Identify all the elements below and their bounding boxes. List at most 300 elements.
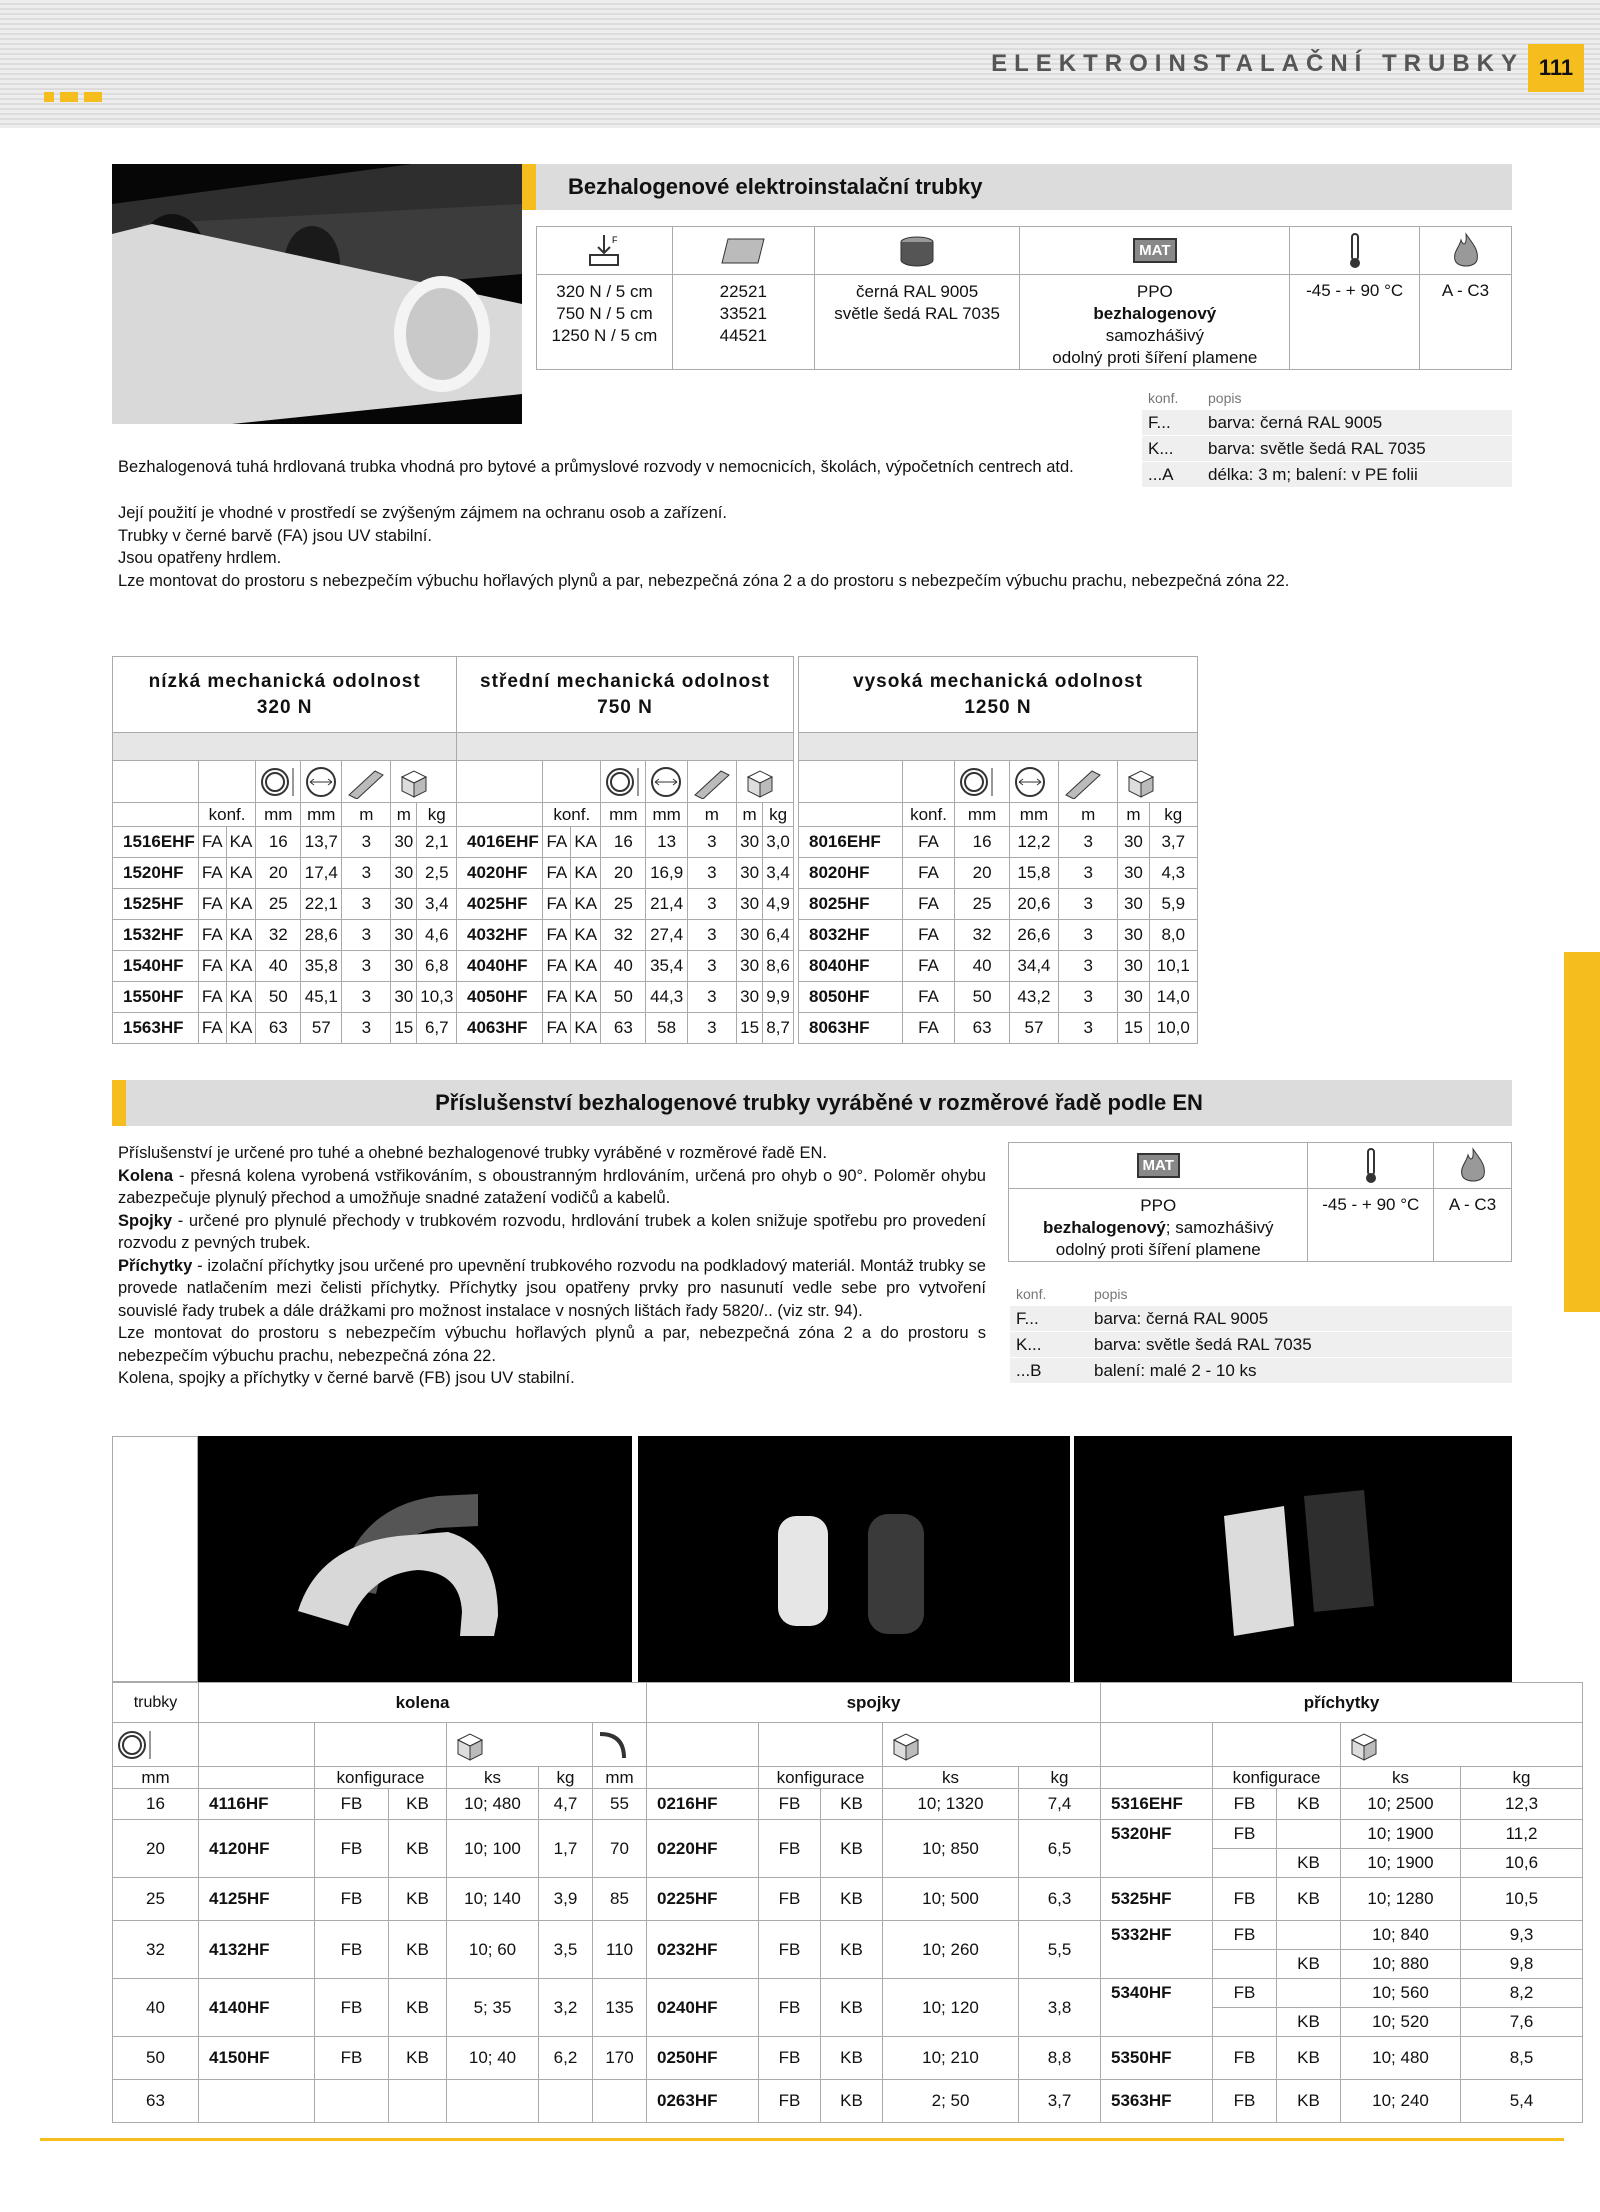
accessory-table-grid xyxy=(112,1682,1583,2123)
page-number: 111 xyxy=(1528,44,1584,92)
table-cell: 3 xyxy=(342,951,391,982)
table-cell: 30 xyxy=(391,827,417,858)
table-cell: 15 xyxy=(737,1013,763,1044)
table-cell: mm xyxy=(1009,803,1058,827)
table-cell: 45,1 xyxy=(301,982,342,1013)
table-cell: 16 xyxy=(955,827,1009,858)
table-cell: 135 xyxy=(593,1979,647,2037)
table-cell: FA xyxy=(543,982,571,1013)
table-cell: 3,4 xyxy=(763,858,794,889)
table-cell: 3 xyxy=(687,982,736,1013)
table-cell: 10; 260 xyxy=(883,1921,1019,1979)
table-cell: 6,5 xyxy=(1019,1820,1101,1878)
table-cell xyxy=(199,2080,315,2123)
table-cell: m xyxy=(1118,803,1149,827)
table-cell: 55 xyxy=(593,1789,647,1820)
table-cell: 4020HF xyxy=(457,858,543,889)
table-cell: KB xyxy=(389,1789,447,1820)
table-cell: 10; 2500 xyxy=(1341,1789,1461,1820)
table-cell: 10,1 xyxy=(1149,951,1197,982)
table-cell: 30 xyxy=(391,858,417,889)
table-band xyxy=(799,733,1198,761)
table-cell: konf. xyxy=(198,803,255,827)
table-cell: FA xyxy=(198,827,226,858)
table-cell: 30 xyxy=(737,889,763,920)
table-row xyxy=(457,858,794,889)
table-cell: 3,0 xyxy=(763,827,794,858)
table-cell: 10; 60 xyxy=(447,1921,539,1979)
table-cell: 10; 40 xyxy=(447,2037,539,2080)
table-cell: 0216HF xyxy=(647,1789,759,1820)
table-cell: KA xyxy=(226,827,256,858)
table-cell: 5316EHF xyxy=(1101,1789,1213,1820)
section-heading: Příslušenství bezhalogenové trubky vyráběné v rozměrové řadě podle EN xyxy=(435,1090,1203,1115)
table-cell: 3,9 xyxy=(539,1878,593,1921)
pipe-table-1 xyxy=(112,656,457,1044)
table-cell: 10; 100 xyxy=(447,1820,539,1878)
table-cell: 10; 120 xyxy=(883,1979,1019,2037)
table-cell: 6,8 xyxy=(417,951,457,982)
table-cell: ks xyxy=(1341,1767,1461,1789)
table-cell: KB xyxy=(1277,1878,1341,1921)
table-cell: mm xyxy=(955,803,1009,827)
table-cell: 9,9 xyxy=(763,982,794,1013)
table-cell: 7,6 xyxy=(1461,2008,1583,2037)
table-cell: KB xyxy=(821,2080,883,2123)
table-cell xyxy=(902,761,955,803)
table-row xyxy=(113,2037,1583,2080)
table-cell: 3 xyxy=(1059,827,1118,858)
table-cell xyxy=(1213,1723,1341,1767)
accessory-table xyxy=(112,1682,1539,2123)
table-cell: KB xyxy=(821,1789,883,1820)
label-icon xyxy=(672,227,814,275)
table-cell: 8,0 xyxy=(1149,920,1197,951)
table-cell: KB xyxy=(389,1979,447,2037)
table-cell: 3 xyxy=(687,951,736,982)
table-cell: konfigurace xyxy=(1213,1767,1341,1789)
table-cell: KB xyxy=(1277,2080,1341,2123)
table-cell: 4,3 xyxy=(1149,858,1197,889)
header-dash xyxy=(44,92,54,102)
table-cell: 1563HF xyxy=(113,1013,199,1044)
table-cell: 4116HF xyxy=(199,1789,315,1820)
table-cell: FA xyxy=(543,889,571,920)
table-cell: 10; 1900 xyxy=(1341,1849,1461,1878)
table-row xyxy=(799,951,1198,982)
table-cell: 4,6 xyxy=(417,920,457,951)
table-row xyxy=(113,1820,1583,1849)
table-cell: 3 xyxy=(1059,889,1118,920)
table-band xyxy=(457,733,794,761)
table-cell: FB xyxy=(1213,1979,1277,2008)
table-cell: 8040HF xyxy=(799,951,903,982)
package-icon xyxy=(391,761,457,803)
table-cell: 8,6 xyxy=(763,951,794,982)
table-cell xyxy=(1101,1767,1213,1789)
table-cell: 20 xyxy=(601,858,646,889)
table-cell xyxy=(199,1767,315,1789)
table-cell: FA xyxy=(902,982,955,1013)
header-dash xyxy=(60,92,78,102)
table-cell xyxy=(1213,2008,1277,2037)
color-icon xyxy=(814,227,1020,275)
table-cell xyxy=(315,2080,389,2123)
table-cell: 40 xyxy=(256,951,301,982)
table-cell: 6,7 xyxy=(417,1013,457,1044)
description-p1: Bezhalogenová tuhá hrdlovaná trubka vhodná pro bytové a průmyslové rozvody v nemocnicích, školách, výpočetních centrech atd. xyxy=(118,458,1074,476)
table-cell: 3 xyxy=(687,1013,736,1044)
table-cell: KA xyxy=(571,982,601,1013)
table-cell: FB xyxy=(1213,1921,1277,1950)
table-cell: mm xyxy=(601,803,646,827)
table-cell xyxy=(1213,1849,1277,1878)
table-cell xyxy=(198,761,255,803)
table-cell: 40 xyxy=(955,951,1009,982)
table-cell: 10; 840 xyxy=(1341,1921,1461,1950)
table-cell: 85 xyxy=(593,1878,647,1921)
table-cell: kg xyxy=(539,1767,593,1789)
table-cell: konf. xyxy=(902,803,955,827)
table-cell: 10; 240 xyxy=(1341,2080,1461,2123)
table-cell: FB xyxy=(315,1789,389,1820)
table-cell: konf. xyxy=(543,803,601,827)
table-cell: m xyxy=(687,803,736,827)
inner-diameter-icon xyxy=(646,761,687,803)
table-cell: 10; 1900 xyxy=(1341,1820,1461,1849)
table-cell: 2,5 xyxy=(417,858,457,889)
table-cell: 6,2 xyxy=(539,2037,593,2080)
accessory-spec-table xyxy=(1008,1142,1512,1262)
section-header-2 xyxy=(112,1080,1512,1126)
fire-class-value: A - C3 xyxy=(1420,275,1512,370)
table-cell: 15,8 xyxy=(1009,858,1058,889)
table-cell xyxy=(543,761,601,803)
table-cell: FA xyxy=(902,827,955,858)
package-icon xyxy=(1341,1723,1583,1767)
table-cell: 5,4 xyxy=(1461,2080,1583,2123)
table-cell: 5340HF xyxy=(1101,1979,1213,2008)
table-cell: 3 xyxy=(687,889,736,920)
table-cell: KB xyxy=(1277,1849,1341,1878)
table-cell: 35,8 xyxy=(301,951,342,982)
table-cell: 5,5 xyxy=(1019,1921,1101,1979)
table-cell: 3 xyxy=(342,889,391,920)
table-cell: 57 xyxy=(1009,1013,1058,1044)
table-cell: kg xyxy=(417,803,457,827)
table-cell: kg xyxy=(763,803,794,827)
svg-text:F: F xyxy=(612,234,618,245)
table-cell: KA xyxy=(226,858,256,889)
table-cell: 20,6 xyxy=(1009,889,1058,920)
table-cell: 8,5 xyxy=(1461,2037,1583,2080)
table-cell: 10,0 xyxy=(1149,1013,1197,1044)
table-cell: 20 xyxy=(955,858,1009,889)
table-cell: KB xyxy=(389,2037,447,2080)
table-cell: 4125HF xyxy=(199,1878,315,1921)
sidebar-accent xyxy=(1564,952,1600,1312)
clip-photo xyxy=(1074,1436,1512,1682)
table-cell: 4120HF xyxy=(199,1820,315,1878)
konf-row: ...B balení: malé 2 - 10 ks xyxy=(1010,1358,1512,1383)
table-cell: 21,4 xyxy=(646,889,687,920)
table-cell: FB xyxy=(315,1878,389,1921)
table-cell: FB xyxy=(759,1820,821,1878)
table-cell: FA xyxy=(198,1013,226,1044)
table-cell: FA xyxy=(902,858,955,889)
table-cell xyxy=(315,1723,447,1767)
table-row xyxy=(113,858,457,889)
table-cell: m xyxy=(1059,803,1118,827)
table-cell: 10; 480 xyxy=(1341,2037,1461,2080)
table-cell: 15 xyxy=(391,1013,417,1044)
table-cell xyxy=(457,803,543,827)
table-cell: FB xyxy=(759,1878,821,1921)
table-cell: m xyxy=(737,803,763,827)
table-cell: 170 xyxy=(593,2037,647,2080)
table-cell xyxy=(1277,1820,1341,1849)
table-cell: 0250HF xyxy=(647,2037,759,2080)
table-band xyxy=(113,733,457,761)
table-cell: 35,4 xyxy=(646,951,687,982)
table-cell: 3 xyxy=(342,982,391,1013)
force-values: 320 N / 5 cm 750 N / 5 cm 1250 N / 5 cm xyxy=(537,275,673,370)
table-cell xyxy=(1277,1921,1341,1950)
table-cell: KB xyxy=(389,1878,447,1921)
table-cell: 30 xyxy=(391,982,417,1013)
table-row xyxy=(799,889,1198,920)
table-cell: FB xyxy=(315,1921,389,1979)
coupling-photo xyxy=(638,1436,1070,1682)
table-cell: 10; 480 xyxy=(447,1789,539,1820)
spec-table xyxy=(536,226,1512,370)
table-cell: 3,4 xyxy=(417,889,457,920)
table-cell: 13 xyxy=(646,827,687,858)
table-cell: 16 xyxy=(113,1789,199,1820)
table-cell: FB xyxy=(759,2080,821,2123)
table-cell: KA xyxy=(571,951,601,982)
table-cell: 25 xyxy=(113,1878,199,1921)
table-cell: 5363HF xyxy=(1101,2080,1213,2123)
length-icon xyxy=(687,761,736,803)
table-cell xyxy=(647,1723,759,1767)
table-cell: KA xyxy=(571,920,601,951)
table-row xyxy=(457,951,794,982)
table-cell: 27,4 xyxy=(646,920,687,951)
table-cell: 58 xyxy=(646,1013,687,1044)
table-cell: 8,2 xyxy=(1461,1979,1583,2008)
table-cell: FA xyxy=(902,1013,955,1044)
table-cell: 30 xyxy=(1118,920,1149,951)
table-cell xyxy=(647,1767,759,1789)
photo-spacer xyxy=(112,1436,198,1682)
table-cell: 10; 1280 xyxy=(1341,1878,1461,1921)
diameter-icon xyxy=(113,1723,199,1767)
table-cell: 9,8 xyxy=(1461,1950,1583,1979)
table-cell: 10,3 xyxy=(417,982,457,1013)
table-cell: FA xyxy=(543,920,571,951)
table-cell: 3,8 xyxy=(1019,1979,1101,2037)
table-row xyxy=(457,1013,794,1044)
table-cell: 28,6 xyxy=(301,920,342,951)
table-cell: 1,7 xyxy=(539,1820,593,1878)
diameter-icon xyxy=(601,761,646,803)
package-icon xyxy=(1118,761,1198,803)
table-cell: 4025HF xyxy=(457,889,543,920)
table-cell xyxy=(1213,1950,1277,1979)
table-cell xyxy=(1101,1849,1213,1878)
table-row xyxy=(799,920,1198,951)
table-cell: 10; 210 xyxy=(883,2037,1019,2080)
table-cell: 3 xyxy=(342,827,391,858)
package-icon xyxy=(737,761,794,803)
table-cell: 0263HF xyxy=(647,2080,759,2123)
diameter-icon xyxy=(955,761,1009,803)
table-cell: 30 xyxy=(737,920,763,951)
table-cell: 25 xyxy=(955,889,1009,920)
elbow-photo xyxy=(198,1436,632,1682)
temperature-value: -45 - + 90 °C xyxy=(1308,1189,1434,1262)
table-row xyxy=(113,1013,457,1044)
tubes-photo xyxy=(112,164,522,424)
table-cell: KB xyxy=(1277,1950,1341,1979)
table-cell: kg xyxy=(1149,803,1197,827)
table-cell: 50 xyxy=(113,2037,199,2080)
diameter-icon xyxy=(256,761,301,803)
table-cell: 4,9 xyxy=(763,889,794,920)
table-cell: 3 xyxy=(1059,1013,1118,1044)
table-cell: 63 xyxy=(113,2080,199,2123)
table-cell: kolena xyxy=(199,1683,647,1723)
table-cell: 10; 560 xyxy=(1341,1979,1461,2008)
pipe-table-3 xyxy=(798,656,1198,1044)
table-cell: 7,4 xyxy=(1019,1789,1101,1820)
table-cell: 4032HF xyxy=(457,920,543,951)
table-cell: 3 xyxy=(342,858,391,889)
table-cell: 4,7 xyxy=(539,1789,593,1820)
table-cell xyxy=(1101,1950,1213,1979)
section-heading: Bezhalogenové elektroinstalační trubky xyxy=(568,174,983,199)
table-cell: 10; 880 xyxy=(1341,1950,1461,1979)
table-cell: FB xyxy=(315,1979,389,2037)
table-cell: KA xyxy=(571,858,601,889)
table-cell: KA xyxy=(226,951,256,982)
table-cell: 3,7 xyxy=(1019,2080,1101,2123)
table-row xyxy=(457,982,794,1013)
table-cell: 16 xyxy=(256,827,301,858)
table-row xyxy=(113,982,457,1013)
inner-diameter-icon xyxy=(301,761,342,803)
table-cell: 5320HF xyxy=(1101,1820,1213,1849)
table-cell: 1550HF xyxy=(113,982,199,1013)
table-cell: mm xyxy=(113,1767,199,1789)
table-cell: 43,2 xyxy=(1009,982,1058,1013)
table-cell: 57 xyxy=(301,1013,342,1044)
table-cell: 44,3 xyxy=(646,982,687,1013)
table-cell: 40 xyxy=(601,951,646,982)
table-cell: 8050HF xyxy=(799,982,903,1013)
table-cell: 26,6 xyxy=(1009,920,1058,951)
code-values: 22521 33521 44521 xyxy=(672,275,814,370)
table-cell: FA xyxy=(543,1013,571,1044)
table-cell: 10; 140 xyxy=(447,1878,539,1921)
table-cell: KA xyxy=(226,1013,256,1044)
table-cell: KA xyxy=(226,889,256,920)
table-row xyxy=(457,827,794,858)
table-cell: 3,2 xyxy=(539,1979,593,2037)
table-cell: FB xyxy=(315,2037,389,2080)
accessory-konf-legend: konf. popis F... barva: černá RAL 9005 K... barva: světle šedá RAL 7035 ...B balení: malé 2 - 10 ks xyxy=(1010,1286,1512,1384)
konf-row: K... barva: světle šedá RAL 7035 xyxy=(1010,1332,1512,1357)
table-cell: 70 xyxy=(593,1820,647,1878)
table-cell: 3,7 xyxy=(1149,827,1197,858)
table-cell: 4016EHF xyxy=(457,827,543,858)
table-cell: FB xyxy=(1213,1878,1277,1921)
table-cell xyxy=(113,803,199,827)
table-cell: FB xyxy=(1213,2080,1277,2123)
flame-icon xyxy=(1420,227,1512,275)
table-cell: FA xyxy=(198,858,226,889)
table-cell: kg xyxy=(1461,1767,1583,1789)
table-cell: FA xyxy=(902,889,955,920)
table-cell: 3 xyxy=(687,827,736,858)
section-header-1 xyxy=(522,164,1512,210)
table-cell: 4150HF xyxy=(199,2037,315,2080)
konf-row: ...A délka: 3 m; balení: v PE folii xyxy=(1142,462,1512,487)
table-cell xyxy=(1101,2008,1213,2037)
table-cell: 10; 1320 xyxy=(883,1789,1019,1820)
table-cell xyxy=(799,803,903,827)
table-cell: 1520HF xyxy=(113,858,199,889)
table-cell: 32 xyxy=(256,920,301,951)
table-cell: 4050HF xyxy=(457,982,543,1013)
table-cell: 10; 520 xyxy=(1341,2008,1461,2037)
table-cell xyxy=(113,761,199,803)
table-row xyxy=(799,982,1198,1013)
table-cell: KB xyxy=(821,1820,883,1878)
table-cell: 1525HF xyxy=(113,889,199,920)
table-cell: 3 xyxy=(342,920,391,951)
table-cell: 30 xyxy=(737,982,763,1013)
table-cell: 16,9 xyxy=(646,858,687,889)
table-cell: 50 xyxy=(256,982,301,1013)
konf-row: F... barva: černá RAL 9005 xyxy=(1010,1306,1512,1331)
section-title: ELEKTROINSTALAČNÍ TRUBKY xyxy=(991,50,1524,77)
table-cell: 30 xyxy=(1118,889,1149,920)
table-cell: 0240HF xyxy=(647,1979,759,2037)
table-row xyxy=(457,920,794,951)
table-cell: 6,3 xyxy=(1019,1878,1101,1921)
table-cell: 0220HF xyxy=(647,1820,759,1878)
table-cell: 8025HF xyxy=(799,889,903,920)
table-cell: 5; 35 xyxy=(447,1979,539,2037)
table-cell: ks xyxy=(883,1767,1019,1789)
table-cell: 4132HF xyxy=(199,1921,315,1979)
table-row xyxy=(113,1878,1583,1921)
table-cell: FA xyxy=(198,982,226,1013)
table-cell: KB xyxy=(821,1921,883,1979)
table-row xyxy=(113,827,457,858)
table-cell: 22,1 xyxy=(301,889,342,920)
table-cell: 3 xyxy=(687,858,736,889)
table-cell: 20 xyxy=(256,858,301,889)
table-title: střední mechanická odolnost 750 N xyxy=(457,657,794,733)
table-cell: KA xyxy=(571,889,601,920)
table-cell: spojky xyxy=(647,1683,1101,1723)
table-cell: 16 xyxy=(601,827,646,858)
konf-row: F... barva: černá RAL 9005 xyxy=(1142,410,1512,435)
table-cell: 34,4 xyxy=(1009,951,1058,982)
